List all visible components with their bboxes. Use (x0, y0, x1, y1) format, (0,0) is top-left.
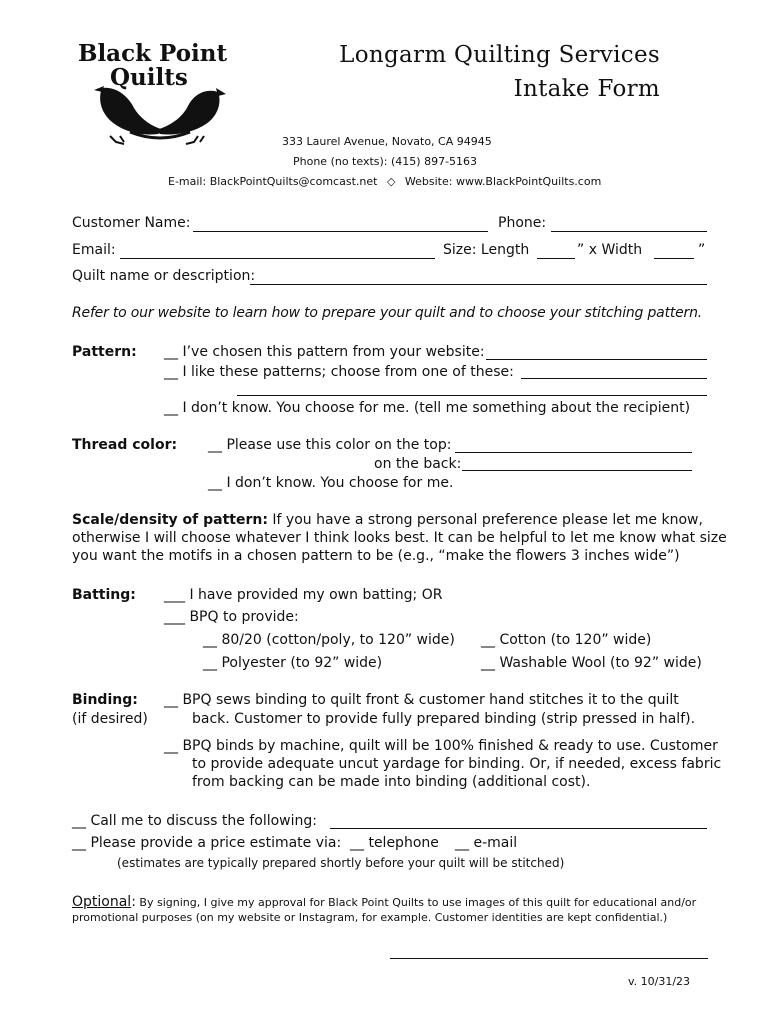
scale-heading: Scale/density of pattern: (72, 512, 268, 528)
thread-option-top[interactable]: __ Please use this color on the top: (208, 437, 452, 453)
optional-colon: : (131, 894, 136, 910)
address: 333 Laurel Avenue, Novato, CA 94945 (282, 135, 492, 148)
batting-80-20[interactable]: __ 80/20 (cotton/poly, to 120” wide) (203, 632, 455, 648)
scale-line2: otherwise I will choose whatever I think looks best. It can be helpful to let me know what size (72, 530, 727, 546)
estimate-email[interactable]: __ e-mail (455, 835, 518, 851)
scale-paragraph (72, 512, 703, 528)
call-discuss-field[interactable] (330, 828, 707, 829)
thread-option-dont-know[interactable]: __ I don’t know. You choose for me. (208, 475, 454, 491)
batting-cotton[interactable]: __ Cotton (to 120” wide) (481, 632, 652, 648)
width-label: ” x Width (577, 242, 643, 258)
scale-line1: If you have a strong personal preference please let me know, (267, 512, 703, 528)
email-address (168, 175, 601, 188)
inch-mark: ” (698, 242, 706, 258)
width-field[interactable] (654, 258, 694, 259)
phone-label: Phone: (498, 215, 547, 231)
batting-option-bpq[interactable]: ___ BPQ to provide: (164, 609, 299, 625)
pattern-option-choose[interactable]: __ I like these patterns; choose from one of these: (164, 364, 514, 380)
scale-line3: you want the motifs in a chosen pattern to be (e.g., “make the flowers 3 inches wide”) (72, 548, 680, 564)
version: v. 10/31/23 (628, 975, 691, 988)
pattern-option-website[interactable]: __ I’ve chosen this pattern from your website: (164, 344, 485, 360)
optional-paragraph (72, 891, 696, 910)
email-field[interactable] (120, 258, 435, 259)
email-label: Email: (72, 242, 116, 258)
binding-note: (if desired) (72, 711, 148, 727)
length-field[interactable] (537, 258, 575, 259)
batting-wool[interactable]: __ Washable Wool (to 92” wide) (481, 655, 702, 671)
binding-option-hand-2: back. Customer to provide fully prepared binding (strip pressed in half). (192, 711, 696, 727)
pattern-website-field[interactable] (486, 359, 707, 360)
separator-icon: ◇ (386, 175, 396, 188)
thread-heading: Thread color: (72, 437, 178, 453)
binding-heading: Binding: (72, 692, 138, 708)
quilt-name-field[interactable] (250, 284, 707, 285)
optional-label: Optional (72, 894, 132, 910)
customer-name-field[interactable] (193, 231, 488, 232)
logo-line2: Quilts (110, 64, 188, 91)
size-length-label: Size: Length (443, 242, 530, 258)
phone-number: Phone (no texts): (415) 897-5163 (293, 155, 478, 168)
birds-logo-icon (90, 82, 230, 146)
quilt-name-label: Quilt name or description: (72, 268, 256, 284)
thread-top-field[interactable] (455, 452, 692, 453)
thread-back-label: on the back: (374, 456, 462, 472)
call-discuss-option[interactable]: __ Call me to discuss the following: (72, 813, 317, 829)
optional-text-2: promotional purposes (on my website or Instagram, for example. Customer identities are kept confidential.) (72, 911, 668, 924)
pattern-choices-field[interactable] (521, 378, 707, 379)
form-title-line1: Longarm Quilting Services (339, 42, 660, 68)
customer-name-label: Customer Name: (72, 215, 191, 231)
pattern-heading: Pattern: (72, 344, 137, 360)
optional-text-1: By signing, I give my approval for Black Point Quilts to use images of this quilt for educational and/or (135, 896, 697, 909)
estimate-telephone[interactable]: __ telephone (350, 835, 439, 851)
pattern-option-dont-know[interactable]: __ I don’t know. You choose for me. (tell me something about the recipient) (164, 400, 691, 416)
thread-back-field[interactable] (462, 470, 692, 471)
logo (72, 38, 232, 148)
batting-polyester[interactable]: __ Polyester (to 92” wide) (203, 655, 383, 671)
contact-email: E-mail: BlackPointQuilts@comcast.net (168, 175, 378, 188)
batting-heading: Batting: (72, 587, 136, 603)
binding-option-machine-3: from backing can be made into binding (additional cost). (192, 774, 591, 790)
instructions: Refer to our website to learn how to prepare your quilt and to choose your stitching pattern. (72, 305, 703, 321)
estimate-option[interactable]: __ Please provide a price estimate via: (72, 835, 342, 851)
batting-option-own[interactable]: ___ I have provided my own batting; OR (164, 587, 443, 603)
binding-option-machine[interactable]: __ BPQ binds by machine, quilt will be 100% finished & ready to use. Customer (164, 738, 718, 754)
signature-field[interactable] (390, 958, 708, 959)
phone-field[interactable] (551, 231, 707, 232)
pattern-choices-field-2[interactable] (237, 395, 707, 396)
binding-option-machine-2: to provide adequate uncut yardage for binding. Or, if needed, excess fabric (192, 756, 722, 772)
logo-line1: Black Point (78, 40, 228, 67)
estimate-note: (estimates are typically prepared shortly before your quilt will be stitched) (117, 856, 565, 870)
form-title-line2: Intake Form (513, 76, 660, 102)
binding-option-hand[interactable]: __ BPQ sews binding to quilt front & customer hand stitches it to the quilt (164, 692, 679, 708)
website: Website: www.BlackPointQuilts.com (404, 175, 602, 188)
